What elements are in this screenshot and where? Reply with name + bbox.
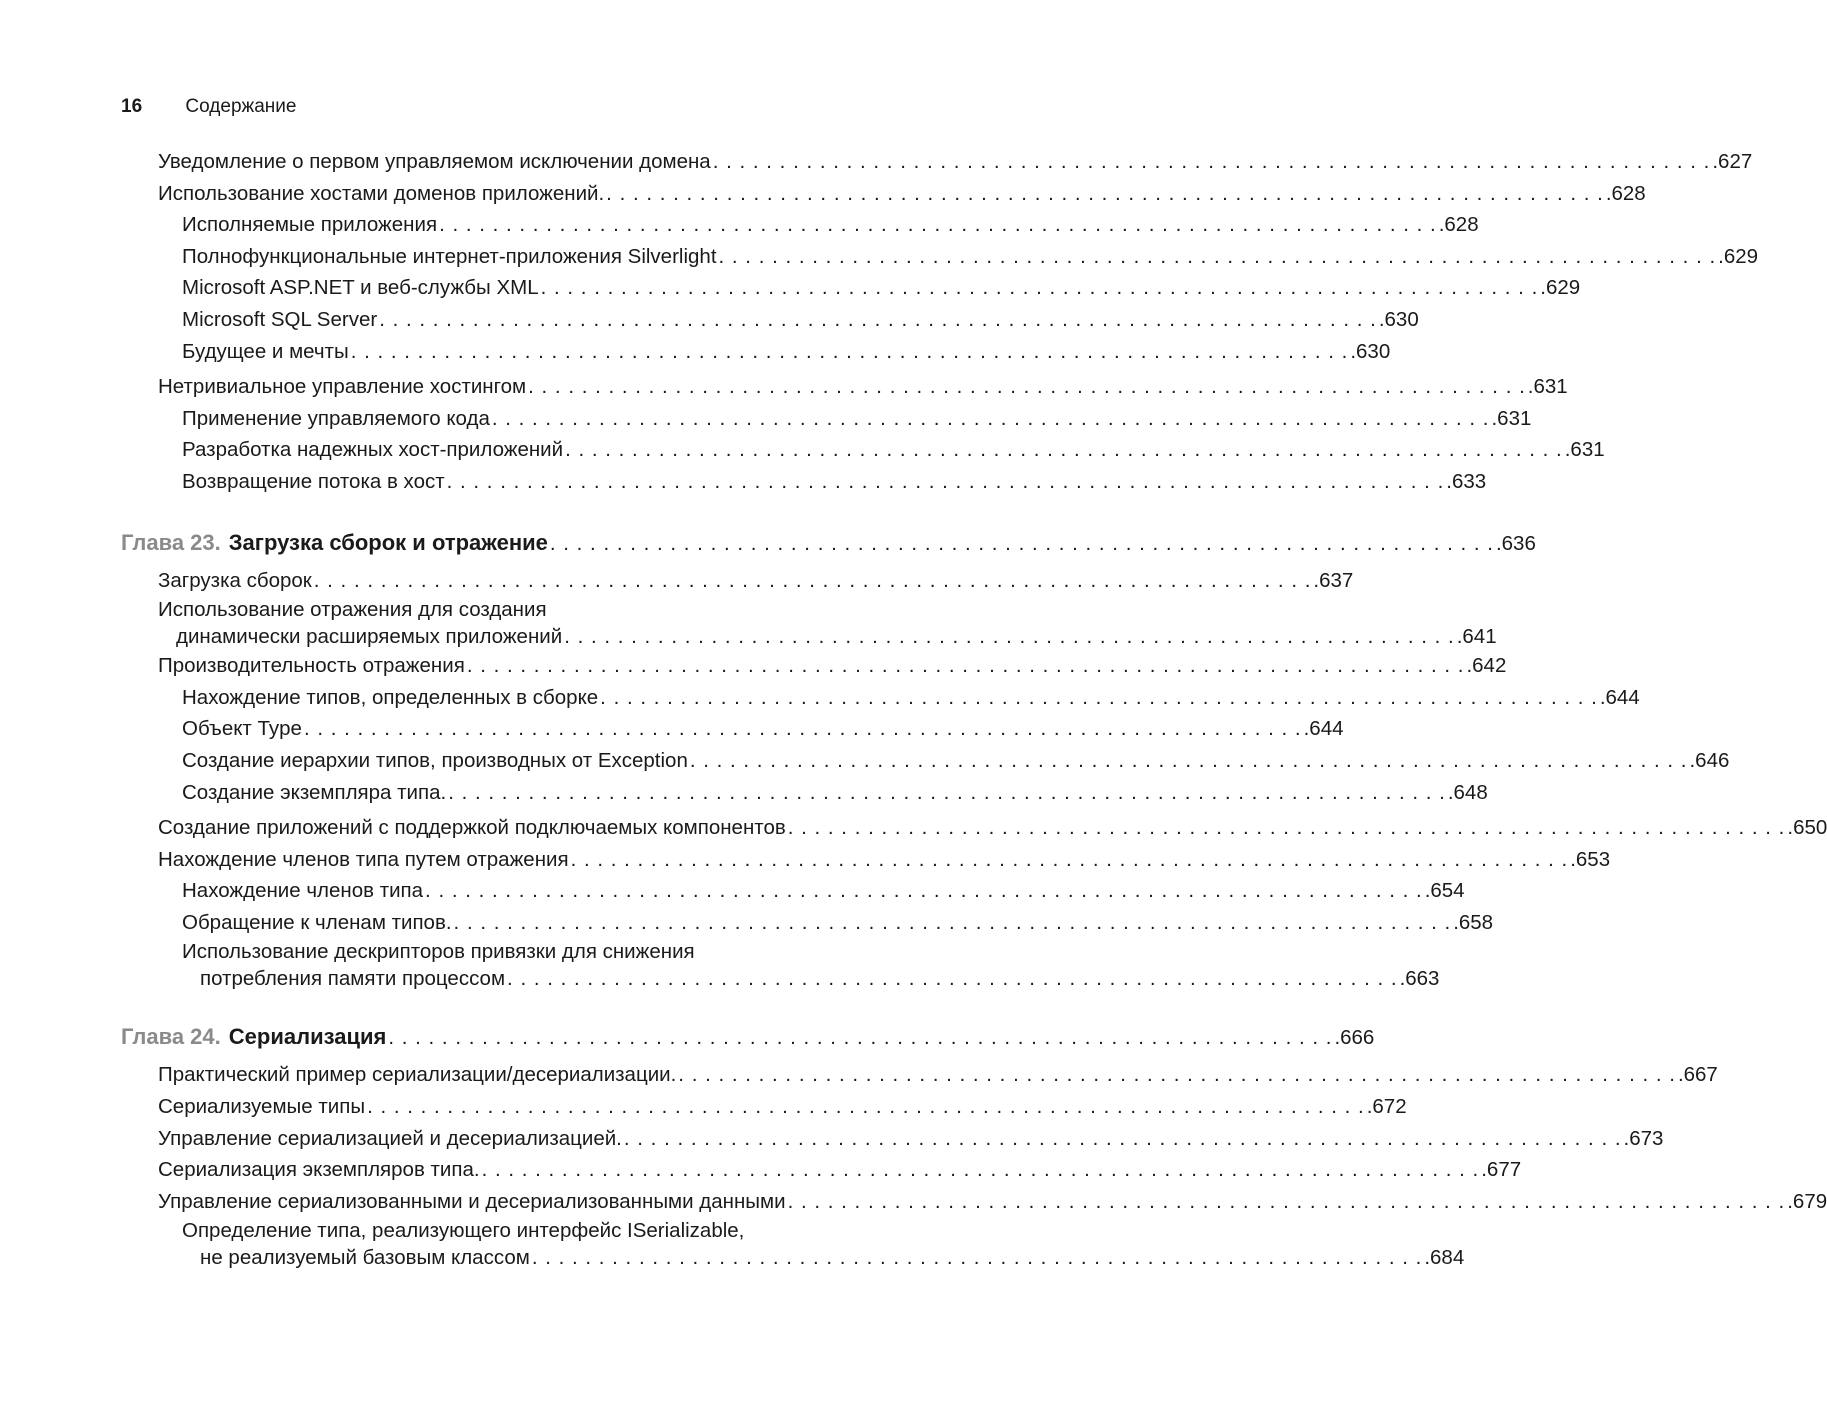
toc-entry[interactable]: Microsoft SQL Server . . . . . . . . . . . . . . . . . . . . . . . . . . . . . . . . . . . . . . . . . . . . . . . . . . . . . . . . . . . . . . . . . . . . . . . . . . . .630 bbox=[182, 307, 1419, 331]
table-of-contents bbox=[121, 146, 1827, 1271]
toc-entry[interactable]: Использование дескрипторов привязки для снижения потребления памяти процессом . . . . . . . . . . . . . . . . . . . . . . . . . . . . . . . . . . . . . . . . . . . . . . . . . . . . . . . . . . . . . . . . . . . .663 bbox=[182, 940, 1440, 991]
toc-entry[interactable]: Определение типа, реализующего интерфейс ISerializable, не реализуемый базовым классом . . . . . . . . . . . . . . . . . . . . . . . . . . . . . . . . . . . . . . . . . . . . . . . . . . . . . . . . . . . . . . . . . . . .684 bbox=[182, 1219, 1465, 1270]
toc-entry[interactable]: Нахождение членов типа путем отражения . . . . . . . . . . . . . . . . . . . . . . . . . . . . . . . . . . . . . . . . . . . . . . . . . . . . . . . . . . . . . . . . . . . . . . . . . . . .653 bbox=[158, 847, 1611, 871]
toc-entry[interactable]: Производительность отражения . . . . . . . . . . . . . . . . . . . . . . . . . . . . . . . . . . . . . . . . . . . . . . . . . . . . . . . . . . . . . . . . . . . . . . . . . . . .642 bbox=[158, 654, 1507, 678]
toc-entry[interactable]: Полнофункциональные интернет-приложения Silverlight . . . . . . . . . . . . . . . . . . . . . . . . . . . . . . . . . . . . . . . . . . . . . . . . . . . . . . . . . . . . . . . . . . . . . . . . . . . .629 bbox=[182, 244, 1759, 268]
page-header bbox=[121, 96, 296, 118]
chapter-heading[interactable]: Глава 23. Загрузка сборок и отражение . . . . . . . . . . . . . . . . . . . . . . . . . . . . . . . . . . . . . . . . . . . . . . . . . . . . . . . . . . . . . . . . . . . . . . . .636 bbox=[121, 529, 1536, 555]
toc-entry[interactable]: Обращение к членам типов. . . . . . . . . . . . . . . . . . . . . . . . . . . . . . . . . . . . . . . . . . . . . . . . . . . . . . . . . . . . . . . . . . . . . . . . . . . . .658 bbox=[182, 910, 1494, 934]
toc-entry[interactable]: Применение управляемого кода . . . . . . . . . . . . . . . . . . . . . . . . . . . . . . . . . . . . . . . . . . . . . . . . . . . . . . . . . . . . . . . . . . . . . . . . . . . .631 bbox=[182, 406, 1532, 430]
toc-entry[interactable]: Использование хостами доменов приложений. . . . . . . . . . . . . . . . . . . . . . . . . . . . . . . . . . . . . . . . . . . . . . . . . . . . . . . . . . . . . . . . . . . . . . . . . . . . .628 bbox=[158, 181, 1646, 205]
toc-entry[interactable]: Разработка надежных хост-приложений . . . . . . . . . . . . . . . . . . . . . . . . . . . . . . . . . . . . . . . . . . . . . . . . . . . . . . . . . . . . . . . . . . . . . . . . . . . .631 bbox=[182, 438, 1605, 462]
toc-entry[interactable]: Нахождение членов типа . . . . . . . . . . . . . . . . . . . . . . . . . . . . . . . . . . . . . . . . . . . . . . . . . . . . . . . . . . . . . . . . . . . . . . . . . . . .654 bbox=[182, 879, 1465, 903]
toc-entry[interactable]: Уведомление о первом управляемом исключении домена . . . . . . . . . . . . . . . . . . . . . . . . . . . . . . . . . . . . . . . . . . . . . . . . . . . . . . . . . . . . . . . . . . . . . . . . . . . .627 bbox=[158, 150, 1753, 173]
page-number: 16 bbox=[121, 96, 143, 117]
toc-entry[interactable]: Сериализация экземпляров типа. . . . . . . . . . . . . . . . . . . . . . . . . . . . . . . . . . . . . . . . . . . . . . . . . . . . . . . . . . . . . . . . . . . . . . . . . . . . .677 bbox=[158, 1158, 1522, 1182]
toc-entry[interactable]: Исполняемые приложения . . . . . . . . . . . . . . . . . . . . . . . . . . . . . . . . . . . . . . . . . . . . . . . . . . . . . . . . . . . . . . . . . . . . . . . . . . . .628 bbox=[182, 213, 1479, 237]
toc-entry[interactable]: Загрузка сборок . . . . . . . . . . . . . . . . . . . . . . . . . . . . . . . . . . . . . . . . . . . . . . . . . . . . . . . . . . . . . . . . . . . . . . . . . . . .637 bbox=[158, 568, 1354, 592]
chapter-heading[interactable]: Глава 24. Сериализация . . . . . . . . . . . . . . . . . . . . . . . . . . . . . . . . . . . . . . . . . . . . . . . . . . . . . . . . . . . . . . . . . . . . . . . .666 bbox=[121, 1024, 1375, 1050]
toc-entry[interactable]: Объект Type . . . . . . . . . . . . . . . . . . . . . . . . . . . . . . . . . . . . . . . . . . . . . . . . . . . . . . . . . . . . . . . . . . . . . . . . . . . .644 bbox=[182, 717, 1344, 741]
toc-entry[interactable]: Практический пример сериализации/десериализации. . . . . . . . . . . . . . . . . . . . . . . . . . . . . . . . . . . . . . . . . . . . . . . . . . . . . . . . . . . . . . . . . . . . . . . . . . . . .667 bbox=[158, 1063, 1718, 1087]
toc-entry[interactable]: Возвращение потока в хост . . . . . . . . . . . . . . . . . . . . . . . . . . . . . . . . . . . . . . . . . . . . . . . . . . . . . . . . . . . . . . . . . . . . . . . . . . . .633 bbox=[182, 469, 1487, 493]
toc-entry[interactable]: Использование отражения для создания динамически расширяемых приложений . . . . . . . . . . . . . . . . . . . . . . . . . . . . . . . . . . . . . . . . . . . . . . . . . . . . . . . . . . . . . . . . . . . .641 bbox=[158, 598, 1497, 649]
toc-entry[interactable]: Сериализуемые типы . . . . . . . . . . . . . . . . . . . . . . . . . . . . . . . . . . . . . . . . . . . . . . . . . . . . . . . . . . . . . . . . . . . . . . . . . . . .672 bbox=[158, 1095, 1407, 1119]
toc-entry[interactable]: Нахождение типов, определенных в сборке . . . . . . . . . . . . . . . . . . . . . . . . . . . . . . . . . . . . . . . . . . . . . . . . . . . . . . . . . . . . . . . . . . . . . . . . . . . .644 bbox=[182, 685, 1640, 709]
toc-entry[interactable]: Создание иерархии типов, производных от Exception . . . . . . . . . . . . . . . . . . . . . . . . . . . . . . . . . . . . . . . . . . . . . . . . . . . . . . . . . . . . . . . . . . . . . . . . . . . .646 bbox=[182, 748, 1730, 772]
toc-entry[interactable]: Создание экземпляра типа. . . . . . . . . . . . . . . . . . . . . . . . . . . . . . . . . . . . . . . . . . . . . . . . . . . . . . . . . . . . . . . . . . . . . . . . . . . . .648 bbox=[182, 780, 1488, 804]
toc-entry[interactable]: Создание приложений с поддержкой подключаемых компонентов . . . . . . . . . . . . . . . . . . . . . . . . . . . . . . . . . . . . . . . . . . . . . . . . . . . . . . . . . . . . . . . . . . . . . . . . . . . .650 bbox=[158, 816, 1827, 840]
running-head: Содержание bbox=[185, 96, 297, 117]
toc-entry[interactable]: Будущее и мечты . . . . . . . . . . . . . . . . . . . . . . . . . . . . . . . . . . . . . . . . . . . . . . . . . . . . . . . . . . . . . . . . . . . . . . . . . . . .630 bbox=[182, 339, 1391, 363]
toc-entry[interactable]: Управление сериализацией и десериализацией. . . . . . . . . . . . . . . . . . . . . . . . . . . . . . . . . . . . . . . . . . . . . . . . . . . . . . . . . . . . . . . . . . . . . . . . . . . . .673 bbox=[158, 1126, 1664, 1150]
toc-entry[interactable]: Microsoft ASP.NET и веб-службы XML . . . . . . . . . . . . . . . . . . . . . . . . . . . . . . . . . . . . . . . . . . . . . . . . . . . . . . . . . . . . . . . . . . . . . . . . . . . .629 bbox=[182, 276, 1581, 300]
toc-entry[interactable]: Нетривиальное управление хостингом . . . . . . . . . . . . . . . . . . . . . . . . . . . . . . . . . . . . . . . . . . . . . . . . . . . . . . . . . . . . . . . . . . . . . . . . . . . .631 bbox=[158, 375, 1568, 399]
toc-entry[interactable]: Управление сериализованными и десериализованными данными . . . . . . . . . . . . . . . . . . . . . . . . . . . . . . . . . . . . . . . . . . . . . . . . . . . . . . . . . . . . . . . . . . . . . . . . . . . .679 bbox=[158, 1189, 1827, 1213]
